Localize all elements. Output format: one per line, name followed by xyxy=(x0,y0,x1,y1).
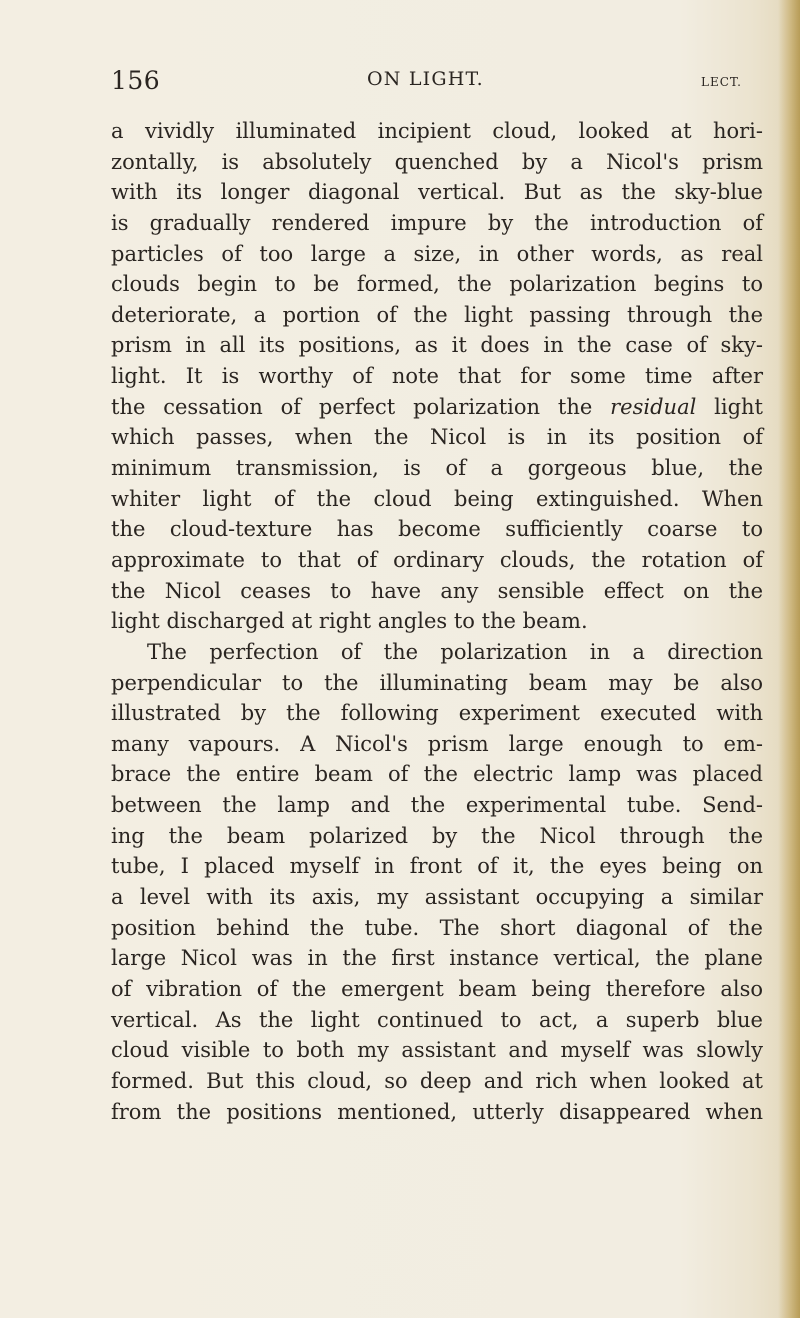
text-line: deteriorate, a portion of the light passing through the xyxy=(111,302,763,327)
text-line: illustrated by the following experiment executed with xyxy=(111,701,763,726)
text-line: cloud visible to both my assistant and myself was slowly xyxy=(111,1038,763,1063)
text-line: the Nicol ceases to have any sensible effect on the xyxy=(111,578,763,603)
text-line: clouds begin to be formed, the polarization begins to xyxy=(111,272,763,297)
text-line: from the positions mentioned, utterly disappeared when xyxy=(111,1099,763,1124)
text-line: which passes, when the Nicol is in its position of xyxy=(111,425,763,450)
text-line: minimum transmission, is of a gorgeous blue, the xyxy=(111,456,763,481)
text-line: light. It is worthy of note that for some time after xyxy=(111,364,763,389)
text-line: the cloud-texture has become sufficiently coarse to xyxy=(111,517,763,542)
text-line: vertical. As the light continued to act, a superb blue xyxy=(111,1007,763,1032)
text-line: is gradually rendered impure by the introduction of xyxy=(111,210,763,235)
text-line: a level with its axis, my assistant occupying a similar xyxy=(111,885,763,910)
text-line: many vapours. A Nicol's prism large enough to em- xyxy=(111,731,763,756)
lecture-mark: LECT. xyxy=(701,75,742,89)
text-line: a vividly illuminated incipient cloud, looked at hori- xyxy=(111,119,763,143)
text-line: tube, I placed myself in front of it, the eyes being on xyxy=(111,854,763,879)
page-number: 156 xyxy=(111,66,161,95)
page-header xyxy=(111,66,771,106)
text-line: whiter light of the cloud being extinguished. When xyxy=(111,486,763,511)
emphasis-residual: residual xyxy=(610,394,697,419)
text-line: position behind the tube. The short diagonal of the xyxy=(111,915,763,940)
text-line: zontally, is absolutely quenched by a Nicol's prism xyxy=(111,149,763,174)
text-line: between the lamp and the experimental tube. Send- xyxy=(111,793,763,818)
text-line: prism in all its positions, as it does in the case of sky- xyxy=(111,333,763,358)
running-title: ON LIGHT. xyxy=(367,68,484,90)
text-line: particles of too large a size, in other words, as real xyxy=(111,241,763,266)
text-line: perpendicular to the illuminating beam may be also xyxy=(111,670,763,695)
text-line-paragraph-end: light discharged at right angles to the beam. xyxy=(111,609,588,634)
text-line: large Nicol was in the first instance vertical, the plane xyxy=(111,946,763,971)
text-line: with its longer diagonal vertical. But as the sky-blue xyxy=(111,180,763,205)
text-line: brace the entire beam of the electric lamp was placed xyxy=(111,762,763,787)
text-line: formed. But this cloud, so deep and rich when looked at xyxy=(111,1068,763,1093)
text-line: of vibration of the emergent beam being therefore also xyxy=(111,976,763,1001)
text-line-paragraph-start: The perfection of the polarization in a direction xyxy=(147,639,763,664)
text-line: approximate to that of ordinary clouds, the rotation of xyxy=(111,547,763,572)
body-text xyxy=(111,116,763,1127)
text-segment: the cessation of perfect polarization the xyxy=(111,394,611,419)
text-line xyxy=(111,392,763,423)
page-edge-shading xyxy=(778,0,800,1318)
text-line: ing the beam polarized by the Nicol through the xyxy=(111,823,763,848)
text-segment: light xyxy=(696,394,763,419)
